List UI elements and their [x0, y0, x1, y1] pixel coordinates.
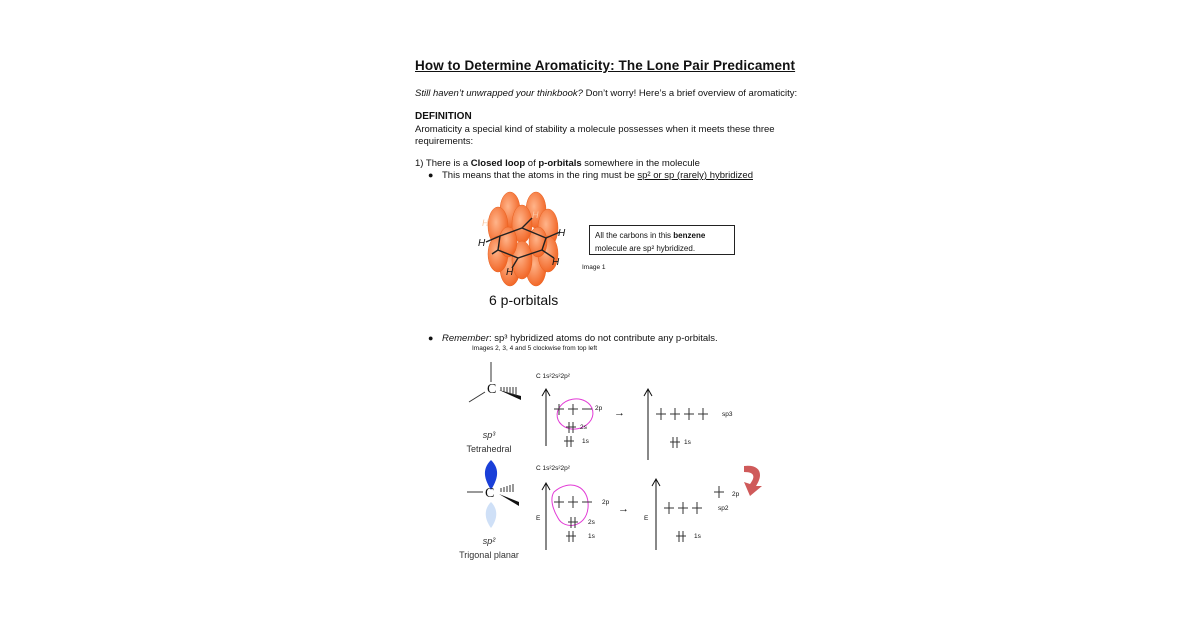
bottom-arrow: →	[618, 503, 629, 515]
top-sp3: sp3	[722, 411, 733, 418]
benzene-callout	[589, 225, 735, 255]
p-orbital-lobe-bottom	[486, 502, 497, 528]
bullet-2	[428, 333, 718, 344]
definition-heading: DEFINITION	[415, 111, 472, 122]
bullet1-underlined: sp² or sp (rarely) hybridized	[637, 170, 753, 181]
image-1-label: Image 1	[582, 264, 606, 271]
req1-bold1: Closed loop	[470, 158, 526, 169]
req1-prefix: 1) There is a	[415, 158, 471, 169]
callout-line1-bold: benzene	[673, 231, 706, 240]
orbital-lines	[554, 496, 592, 542]
bottom-axis-e-right: E	[644, 515, 649, 522]
bottom-2s: 2s	[588, 519, 595, 526]
bottom-2p-right: 2p	[732, 491, 740, 498]
figure1-caption: 6 p-orbitals	[489, 292, 559, 308]
top-1s-right: 1s	[684, 439, 691, 446]
bullet-1	[428, 170, 753, 181]
sp3-geometry: Tetrahedral	[466, 444, 512, 454]
requirement-1	[415, 158, 700, 169]
req1-mid: of	[525, 158, 539, 169]
sp2-label: sp²	[482, 536, 496, 546]
top-config: C 1s²2s²2p²	[536, 373, 570, 380]
definition-text: Aromaticity a special kind of stability a molecule possesses when it meets these three requirements:	[415, 124, 775, 147]
hydrogen-label: H	[558, 228, 566, 239]
intro-italic: Still haven’t unwrapped your thinkbook?	[415, 88, 583, 99]
energy-diagrams	[530, 368, 770, 558]
hydrogen-label: H	[482, 218, 489, 228]
bond-line	[469, 392, 485, 402]
bottom-axis-e: E	[536, 515, 541, 522]
bottom-2p: 2p	[602, 499, 610, 506]
bottom-1s: 1s	[588, 533, 595, 540]
bottom-sp2: sp2	[718, 505, 729, 512]
page-title: How to Determine Aromaticity: The Lone Pair Predicament	[415, 58, 796, 73]
carbon-label: C	[485, 486, 495, 501]
req1-bold2: p-orbitals	[538, 158, 582, 169]
bullet2-text: : sp³ hybridized atoms do not contribute any p-orbitals.	[489, 333, 718, 344]
top-2s: 2s	[580, 424, 587, 431]
intro-rest: Don’t worry! Here’s a brief overview of aromaticity:	[582, 88, 798, 99]
hydrogen-label: H	[532, 210, 539, 220]
sp2-geometry: Trigonal planar	[459, 550, 519, 560]
callout-line1-pre: All the carbons in this	[595, 231, 674, 240]
images-note: Images 2, 3, 4 and 5 clockwise from top left	[472, 345, 598, 352]
carbon-label: C	[487, 382, 497, 397]
sp3-label: sp³	[482, 430, 496, 440]
callout-line2: molecule are sp² hybridized.	[595, 244, 696, 253]
top-2p: 2p	[595, 405, 603, 412]
hydrogen-label: H	[478, 238, 486, 249]
bottom-config: C 1s²2s²2p²	[536, 465, 570, 472]
hydrogen-label: H	[552, 257, 560, 268]
highlight-circle	[552, 485, 588, 525]
hydrogen-label: H	[506, 267, 514, 278]
bullet-dot-icon: ●	[428, 170, 434, 180]
bullet2-italic: Remember	[442, 333, 489, 344]
bullet1-text: This means that the atoms in the ring must be	[442, 170, 638, 181]
orbital-lines	[656, 408, 708, 448]
bullet-dot-icon: ●	[428, 333, 434, 343]
top-arrow: →	[614, 407, 625, 419]
benzene-orbitals-figure	[470, 188, 580, 290]
bottom-1s-right: 1s	[694, 533, 701, 540]
top-1s: 1s	[582, 438, 589, 445]
curved-arrow-icon	[744, 466, 762, 496]
wedge-bond	[499, 494, 519, 506]
intro-text	[415, 88, 797, 99]
req1-suffix: somewhere in the molecule	[581, 158, 700, 169]
